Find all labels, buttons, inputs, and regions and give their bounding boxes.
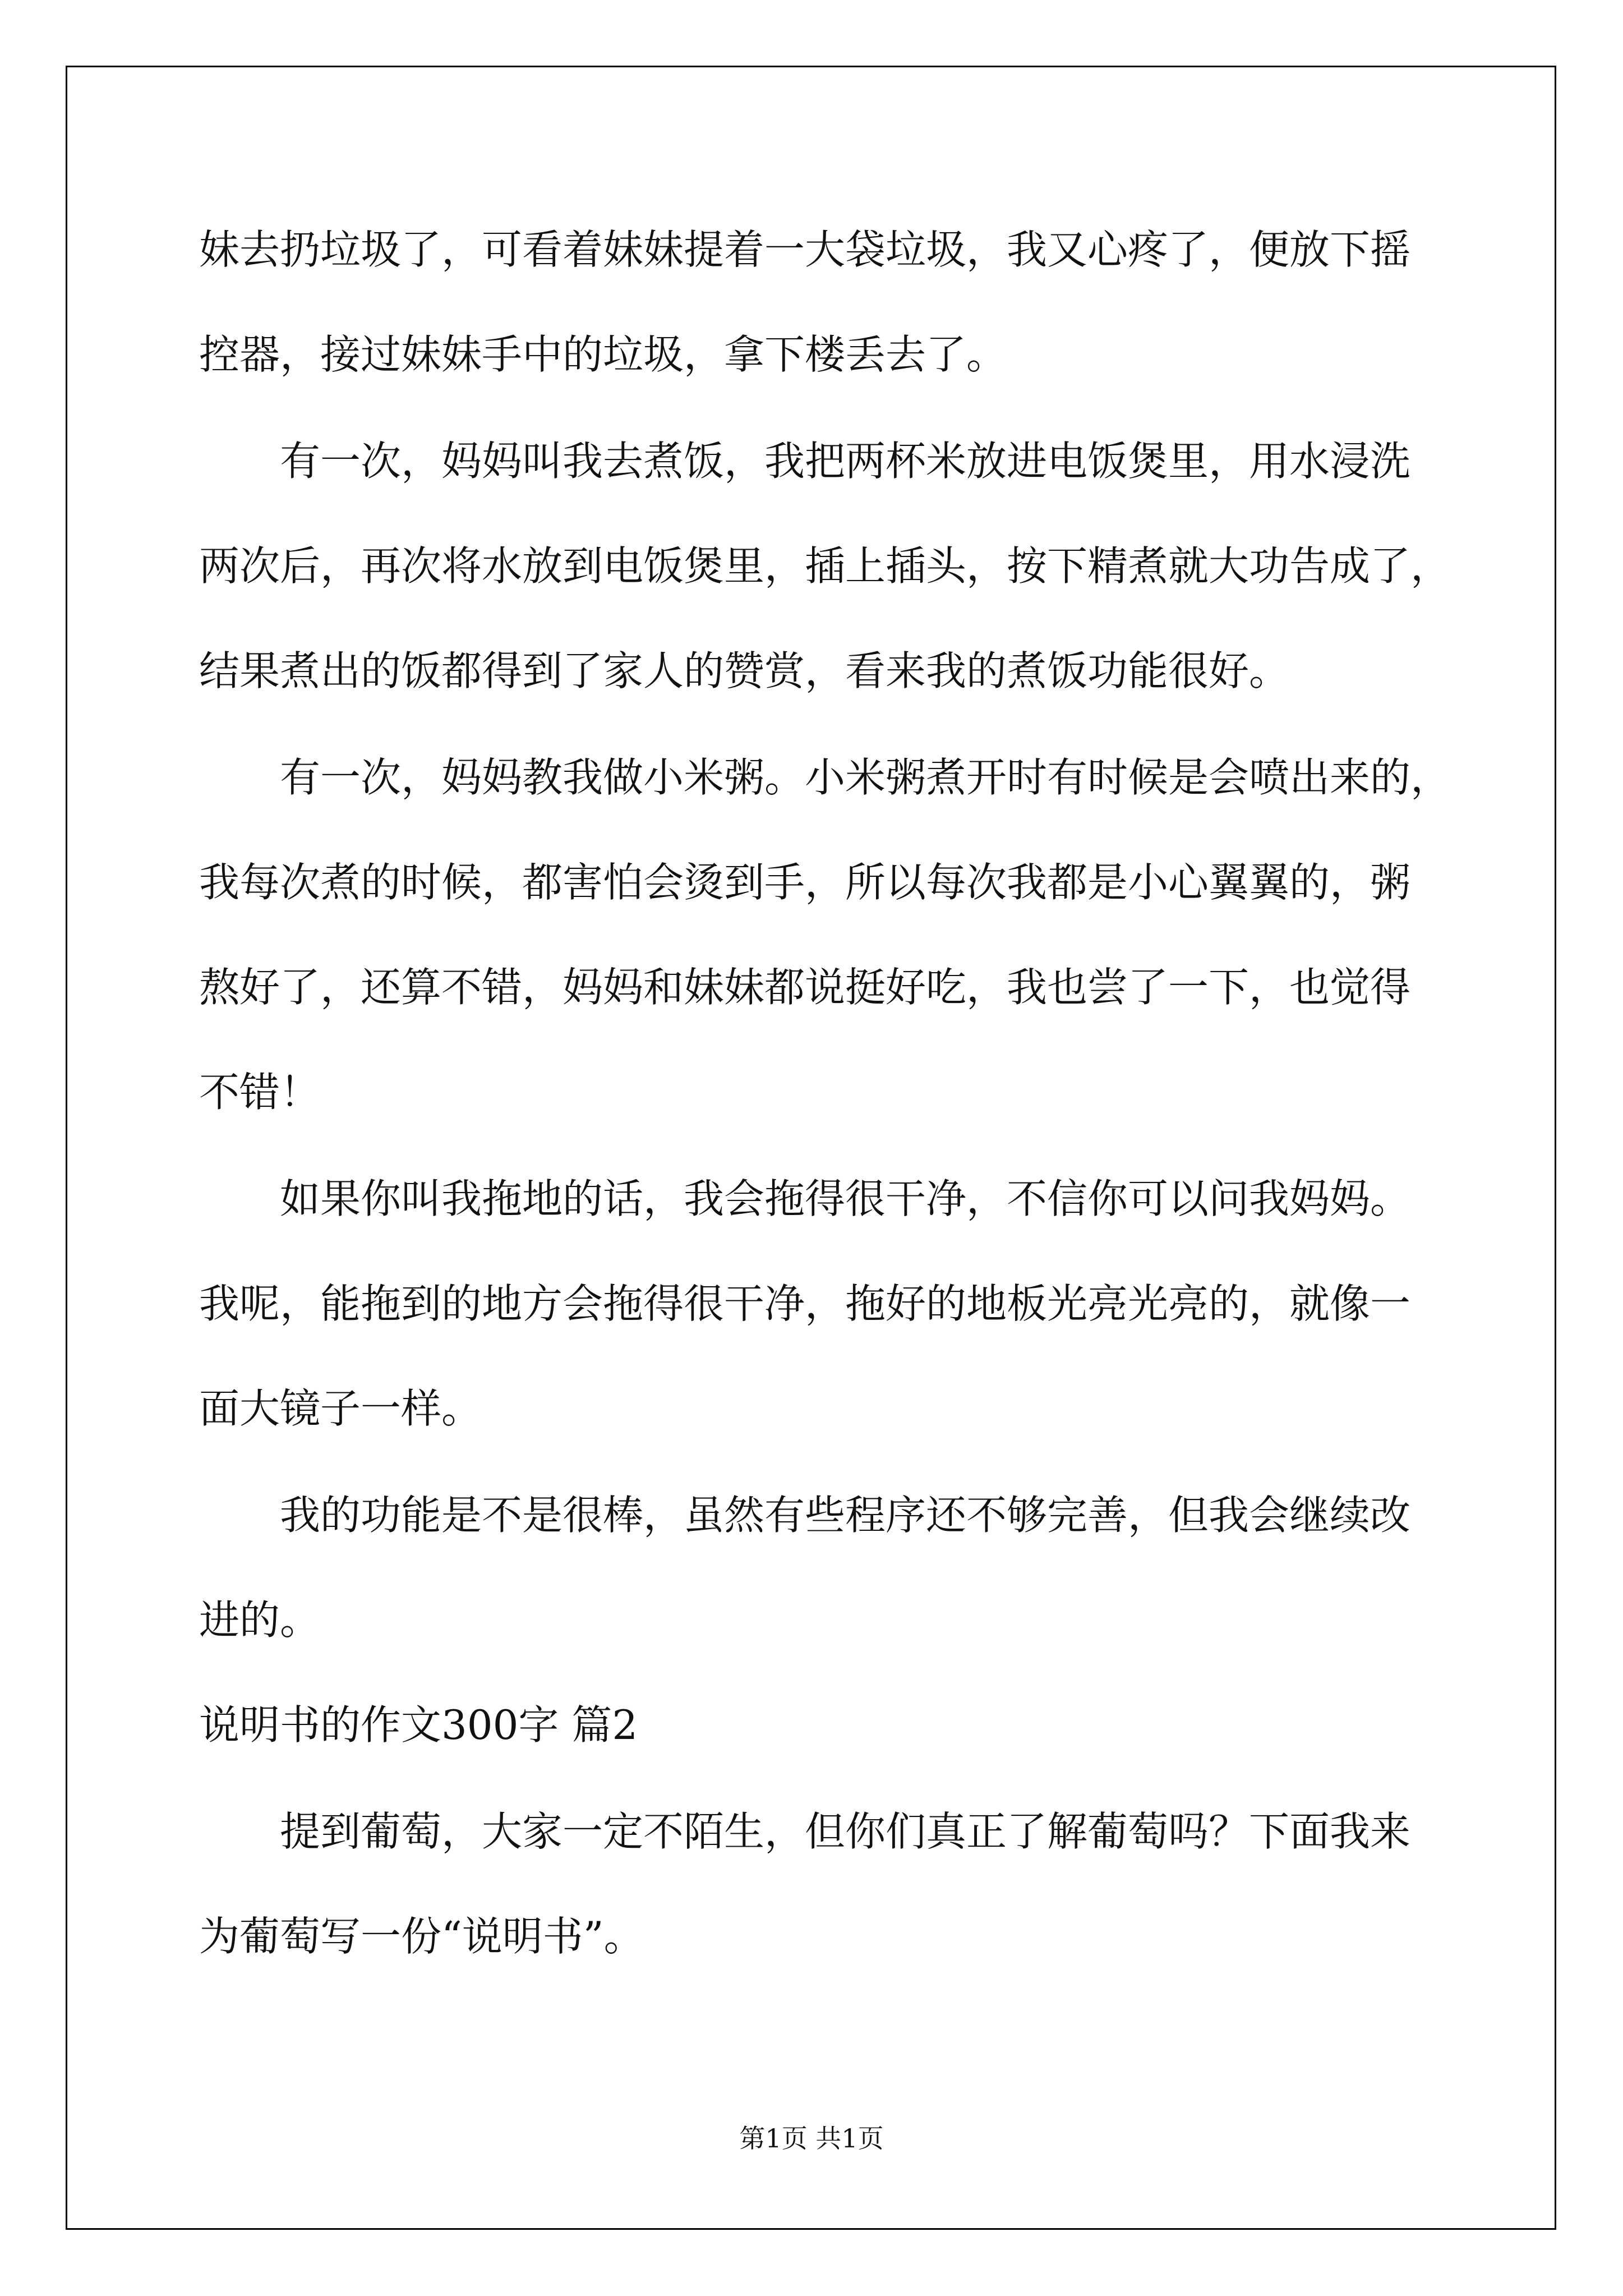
text-line: 为葡萄写一份“说明书”。 xyxy=(199,1913,644,1960)
paragraph-start: 我的功能是不是很棒，虽然有些程序还不够完善，但我会继续改 xyxy=(280,1492,1411,1539)
text-line: 我呢，能拖到的地方会拖得很干净，拖好的地板光亮光亮的，就像一 xyxy=(199,1280,1411,1327)
page-border xyxy=(66,66,1556,2230)
text-line: 不错！ xyxy=(199,1069,321,1116)
section-heading: 说明书的作文300字 篇2 xyxy=(199,1701,638,1749)
text-line: 两次后，再次将水放到电饭煲里，插上插头，按下精煮就大功告成了， xyxy=(199,542,1451,590)
paragraph-start: 有一次，妈妈教我做小米粥。小米粥煮开时有时候是会喷出来的， xyxy=(280,754,1451,801)
page-footer: 第1页 共1页 xyxy=(739,2123,884,2154)
text-line: 妹去扔垃圾了，可看着妹妹提着一大袋垃圾，我又心疼了，便放下摇 xyxy=(199,226,1411,273)
text-line: 熬好了，还算不错，妈妈和妹妹都说挺好吃，我也尝了一下，也觉得 xyxy=(199,964,1411,1011)
text-line: 我每次煮的时候，都害怕会烫到手，所以每次我都是小心翼翼的，粥 xyxy=(199,859,1411,906)
text-line: 控器，接过妹妹手中的垃圾，拿下楼丢去了。 xyxy=(199,331,1007,378)
paragraph-start: 提到葡萄，大家一定不陌生，但你们真正了解葡萄吗？下面我来 xyxy=(280,1808,1411,1855)
text-line: 进的。 xyxy=(199,1596,321,1644)
text-line: 结果煮出的饭都得到了家人的赞赏，看来我的煮饭功能很好。 xyxy=(199,647,1290,694)
text-line: 面大镜子一样。 xyxy=(199,1385,482,1432)
paragraph-start: 如果你叫我拖地的话，我会拖得很干净，不信你可以问我妈妈。 xyxy=(280,1175,1411,1222)
paragraph-start: 有一次，妈妈叫我去煮饭，我把两杯米放进电饭煲里，用水浸洗 xyxy=(280,438,1411,485)
